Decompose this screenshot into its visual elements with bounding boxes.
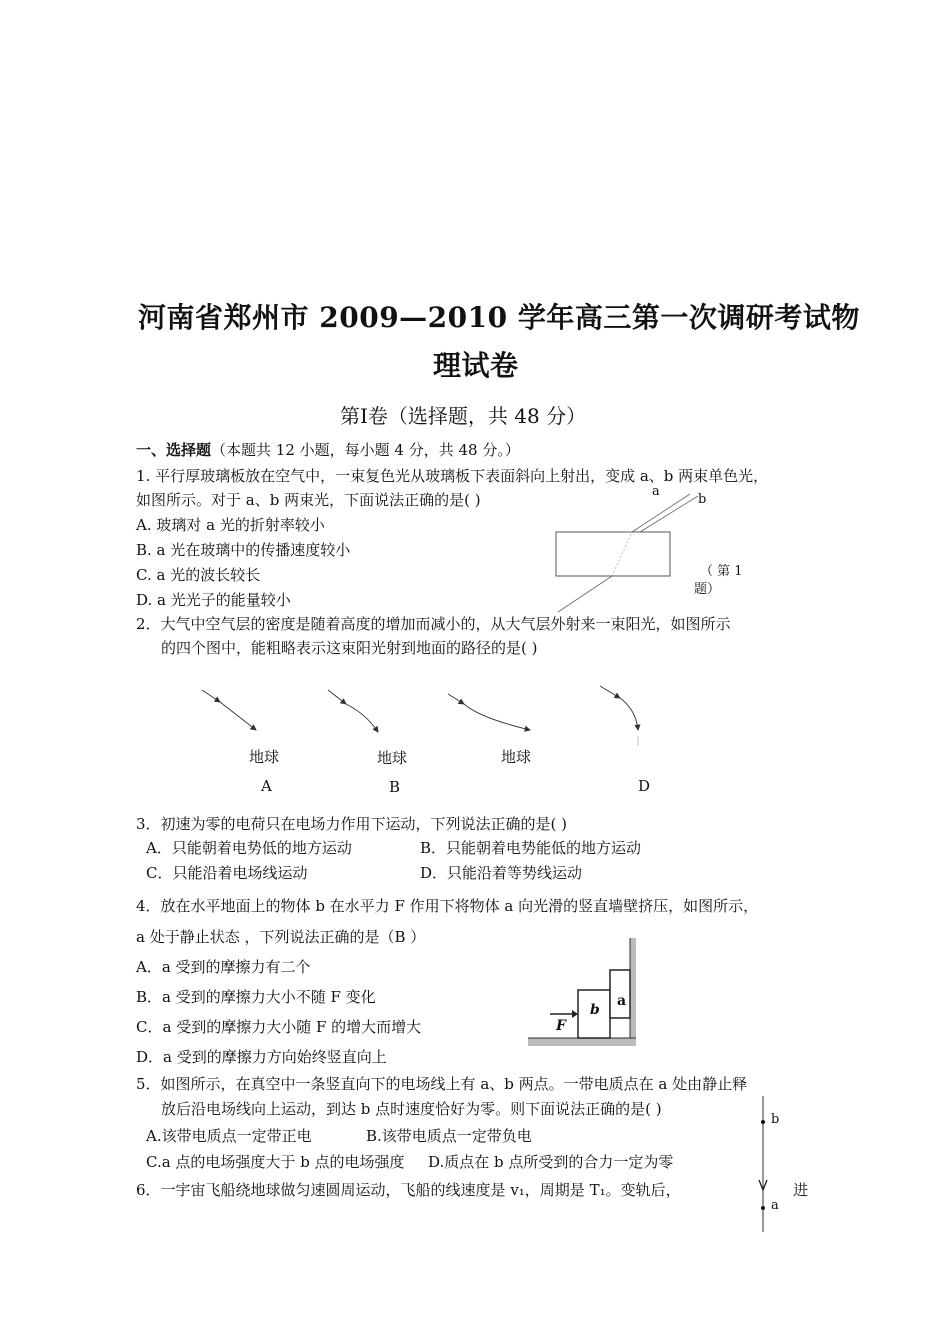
path-a <box>202 690 256 730</box>
q2-earth-label-b: 地球 <box>377 749 408 767</box>
q2-label-d: D <box>638 777 651 795</box>
path-c <box>448 694 530 730</box>
q2-figures <box>190 680 660 750</box>
q4-fig-label-b: b <box>590 1002 600 1018</box>
part-heading-note: （本题共 12 小题，每小题 4 分，共 48 分。） <box>211 441 520 459</box>
glass-plate <box>556 532 670 576</box>
q2-label-a: A <box>261 777 272 795</box>
point-a <box>761 1206 765 1210</box>
q5-stem-line1: 5．如图所示，在真空中一条竖直向下的电场线上有 a、b 两点。一带电质点在 a 处由静止释 <box>136 1075 748 1093</box>
q5-option-d: D.质点在 b 点所受到的合力一定为零 <box>428 1153 674 1171</box>
path-d <box>600 686 638 746</box>
q3-option-d: D．只能沿着等势线运动 <box>420 864 583 882</box>
q4-option-d: D．a 受到的摩擦力方向始终竖直向上 <box>136 1048 387 1066</box>
q3-option-a: A．只能朝着电势低的地方运动 <box>146 839 352 857</box>
q1-option-b: B. a 光在玻璃中的传播速度较小 <box>136 541 351 559</box>
q5-stem-line2: 放后沿电场线向上运动，到达 b 点时速度恰好为零。则下面说法正确的是( ) <box>161 1100 662 1118</box>
q4-stem-line2: a 处于静止状态 ，下列说法正确的是（B ） <box>136 928 426 946</box>
q5-fig-label-a: a <box>771 1198 779 1213</box>
ray-a <box>632 494 690 532</box>
ground <box>528 1038 636 1046</box>
q1-fig-caption-line1: （ 第 1 <box>700 564 743 579</box>
q1-stem-line1: 1. 平行厚玻璃板放在空气中，一束复色光从玻璃板下表面斜向上射出，变成 a、b 两束单色光， <box>136 467 769 485</box>
q1-option-a: A. 玻璃对 a 光的折射率较小 <box>136 516 325 534</box>
document-title-line2: 理试卷 <box>433 349 519 382</box>
ray-b <box>640 496 698 532</box>
q2-earth-label-a: 地球 <box>249 748 280 766</box>
q6-stem-line1: 6．一宇宙飞船绕地球做匀速圆周运动，飞船的线速度是 v₁，周期是 T₁。变轨后， <box>136 1181 681 1199</box>
q4-option-b: B．a 受到的摩擦力大小不随 F 变化 <box>136 988 376 1006</box>
q3-option-b: B．只能朝着电势能低的地方运动 <box>420 839 642 857</box>
q4-fig-label-a: a <box>617 993 627 1009</box>
part-heading-label: 一、选择题 <box>136 441 212 459</box>
q5-option-b: B.该带电质点一定带负电 <box>366 1127 532 1145</box>
q5-option-a: A.该带电质点一定带正电 <box>146 1127 312 1145</box>
document-title-line1: 河南省郑州市 2009—2010 学年高三第一次调研考试物 <box>138 301 860 334</box>
q4-option-c: C．a 受到的摩擦力大小随 F 的增大而增大 <box>136 1018 422 1036</box>
q2-label-b: B <box>389 778 401 796</box>
part-heading <box>136 440 520 460</box>
q2-stem-line2: 的四个图中，能粗略表示这束阳光射到地面的路径的是( ) <box>161 639 538 657</box>
q5-option-c: C.a 点的电场强度大于 b 点的电场强度 <box>146 1153 405 1171</box>
section-heading: 第Ⅰ卷（选择题，共 48 分） <box>340 404 587 428</box>
q4-fig-label-f: F <box>556 1018 566 1034</box>
q2-stem-line1: 2．大气中空气层的密度是随着高度的增加而减小的，从大气层外射来一束阳光，如图所示 <box>136 615 731 633</box>
q1-figure <box>540 482 700 617</box>
q3-stem: 3．初速为零的电荷只在电场力作用下运动，下列说法正确的是( ) <box>136 815 568 833</box>
q1-fig-label-b: b <box>698 492 707 507</box>
path-b <box>328 690 378 732</box>
q4-figure <box>528 938 648 1050</box>
q1-option-d: D. a 光光子的能量较小 <box>136 591 291 609</box>
q3-option-c: C．只能沿着电场线运动 <box>146 864 308 882</box>
q1-fig-label-a: a <box>652 484 660 499</box>
wall <box>630 938 636 1044</box>
point-b <box>761 1120 765 1124</box>
q5-fig-label-b: b <box>771 1112 780 1127</box>
q1-fig-caption-line2: 题） <box>694 582 721 597</box>
incident-ray <box>558 576 612 612</box>
q1-stem-line2: 如图所示。对于 a、b 两束光，下面说法正确的是( ) <box>136 491 481 509</box>
q2-earth-label-c: 地球 <box>501 748 532 766</box>
q1-option-c: C. a 光的波长较长 <box>136 566 261 584</box>
q6-stem-tail: 进 <box>793 1181 809 1199</box>
ray-in-glass <box>612 532 632 576</box>
q4-option-a: A．a 受到的摩擦力有二个 <box>136 958 311 976</box>
q4-stem-line1: 4．放在水平地面上的物体 b 在水平力 F 作用下将物体 a 向光滑的竖直墙壁挤压，如图所示， <box>136 897 759 915</box>
